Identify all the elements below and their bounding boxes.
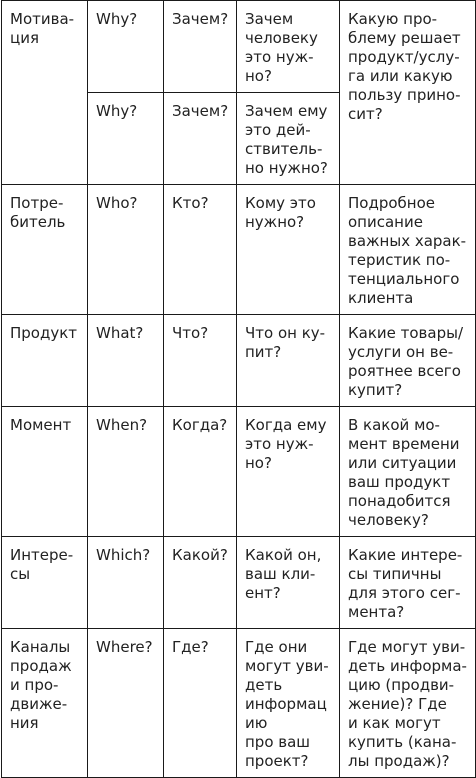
- cell-description: [340, 407, 476, 537]
- table-row-consumer: [2, 185, 476, 315]
- cell-group: [2, 185, 88, 315]
- description-text: В какой мо- мент времени или ситуации ваш продукт понадобится человеку?: [348, 416, 460, 529]
- cell-ru: [164, 537, 237, 629]
- question-en: Where?: [96, 638, 153, 656]
- question-en: When?: [96, 416, 148, 434]
- cell-en: [88, 1, 164, 93]
- cell-ru: [164, 1, 237, 93]
- cell-description: [340, 1, 476, 185]
- description-text: Подробное описание важных харак- теристик по- тенциального клиента: [348, 194, 467, 307]
- cell-group: [2, 629, 88, 778]
- cell-en: [88, 537, 164, 629]
- cell-question: [237, 537, 340, 629]
- question-text: Что он ку- пит?: [245, 324, 326, 361]
- group-label: Потре- битель: [10, 194, 66, 231]
- cell-group: [2, 537, 88, 629]
- question-text: Зачем человеку это нуж- но?: [245, 10, 318, 85]
- question-text: Кому это нужно?: [245, 194, 316, 231]
- table-row-interests: [2, 537, 476, 629]
- question-en: Which?: [96, 546, 151, 564]
- cell-question: [237, 1, 340, 93]
- group-label: Интере- сы: [10, 546, 74, 583]
- question-ru: Кто?: [172, 194, 209, 212]
- cell-ru: [164, 315, 237, 407]
- cell-question: [237, 185, 340, 315]
- cell-en: [88, 315, 164, 407]
- cell-question: [237, 629, 340, 778]
- question-ru: Где?: [172, 638, 209, 656]
- cell-group: [2, 1, 88, 185]
- question-en: Who?: [96, 194, 138, 212]
- table-row-channels: [2, 629, 476, 778]
- question-ru: Какой?: [172, 546, 228, 564]
- cell-en: [88, 185, 164, 315]
- group-label: Момент: [10, 416, 72, 434]
- cell-ru: [164, 629, 237, 778]
- group-label: Каналы продаж и про- движе- ния: [10, 638, 72, 732]
- cell-description: [340, 537, 476, 629]
- cell-description: [340, 185, 476, 315]
- cell-group: [2, 315, 88, 407]
- cell-en: [88, 93, 164, 185]
- cell-en: [88, 407, 164, 537]
- question-text: Зачем ему это дей- ствитель- но нужно?: [245, 102, 328, 177]
- cell-ru: [164, 93, 237, 185]
- question-text: Где они могут уви- деть информацию про ваш проект?: [245, 638, 329, 770]
- question-text: Когда ему это нуж- но?: [245, 416, 327, 472]
- cell-question: [237, 93, 340, 185]
- description-text: Где могут уви- деть информа- цию (продви- жение)? Где и как могут купить (кана- лы продаж)?: [348, 638, 467, 770]
- segmentation-table: [1, 0, 476, 778]
- question-en: Why?: [96, 102, 138, 120]
- group-label: Мотива- ция: [10, 10, 75, 47]
- table-row-motivation-1: [2, 1, 476, 93]
- cell-ru: [164, 407, 237, 537]
- table-row-product: [2, 315, 476, 407]
- question-text: Какой он, ваш кли- ент?: [245, 546, 322, 602]
- question-en: Why?: [96, 10, 138, 28]
- cell-ru: [164, 185, 237, 315]
- description-text: Какие интере- сы типичны для этого сег- мента?: [348, 546, 463, 621]
- question-ru: Зачем?: [172, 102, 229, 120]
- description-text: Какую про- блему решает продукт/услу- га или какую пользу прино- сит?: [348, 10, 461, 123]
- cell-description: [340, 315, 476, 407]
- description-text: Какие товары/ услуги он ве- роятнее всего купит?: [348, 324, 464, 399]
- question-en: What?: [96, 324, 144, 342]
- table-row-moment: [2, 407, 476, 537]
- cell-description: [340, 629, 476, 778]
- cell-question: [237, 407, 340, 537]
- group-label: Продукт: [10, 324, 78, 342]
- cell-group: [2, 407, 88, 537]
- question-ru: Зачем?: [172, 10, 229, 28]
- cell-question: [237, 315, 340, 407]
- question-ru: Что?: [172, 324, 209, 342]
- question-ru: Когда?: [172, 416, 228, 434]
- cell-en: [88, 629, 164, 778]
